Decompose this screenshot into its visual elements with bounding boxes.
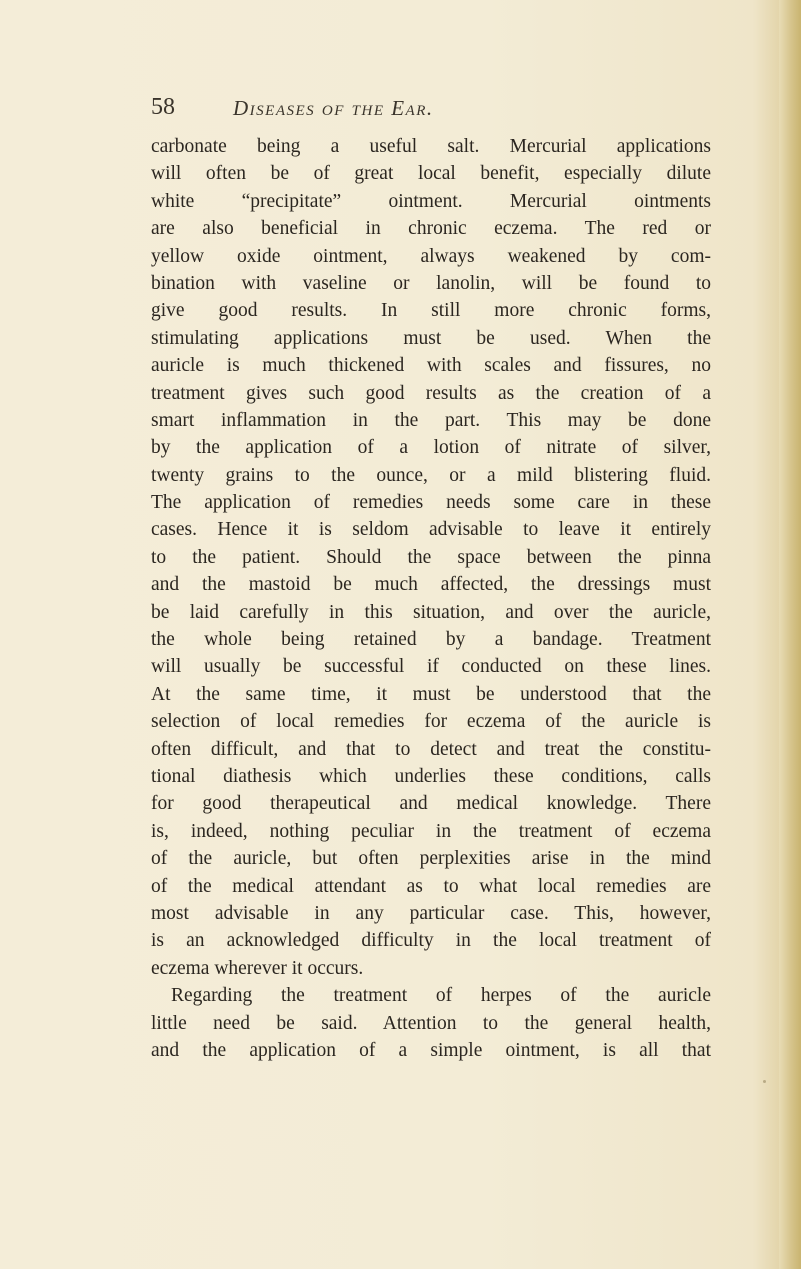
- text-line: cases. Hence it is seldom advisable to leave it entirely: [151, 519, 711, 541]
- text-line: most advisable in any particular case. This, however,: [151, 902, 711, 924]
- text-line: selection of local remedies for eczema of the auricle is: [151, 711, 711, 733]
- text-line: carbonate being a useful salt. Mercurial applications: [151, 136, 711, 157]
- text-line: will often be of great local benefit, especially dilute: [151, 163, 711, 185]
- text-line: the whole being retained by a bandage. Treatment: [151, 629, 711, 651]
- text-line: will usually be successful if conducted on these lines.: [151, 656, 711, 678]
- text-line: often difficult, and that to detect and treat the constitu-: [151, 738, 711, 760]
- text-line: yellow oxide ointment, always weakened by com-: [151, 245, 711, 267]
- paragraph-end-line: eczema wherever it occurs.: [151, 957, 364, 979]
- text-line: to the patient. Should the space between the pinna: [151, 546, 711, 568]
- paper-speck: [763, 1080, 766, 1083]
- text-line: little need be said. Attention to the general health,: [151, 1012, 711, 1034]
- page-number: 58: [151, 94, 175, 120]
- text-line: give good results. In still more chronic forms,: [151, 300, 711, 322]
- text-line: bination with vaseline or lanolin, will be found to: [151, 272, 711, 294]
- text-line: and the application of a simple ointment, is all that: [151, 1039, 711, 1061]
- text-line: white “precipitate” ointment. Mercurial ointments: [151, 190, 711, 212]
- text-line: and the mastoid be much affected, the dressings must: [151, 574, 711, 596]
- text-line: by the application of a lotion of nitrate of silver,: [151, 437, 711, 459]
- running-title: Diseases of the Ear.: [233, 96, 434, 120]
- body-text: [151, 133, 711, 1064]
- text-line: stimulating applications must be used. When the: [151, 327, 711, 349]
- text-line: treatment gives such good results as the creation of a: [151, 382, 711, 404]
- text-line: of the medical attendant as to what local remedies are: [151, 875, 711, 897]
- text-line: is an acknowledged difficulty in the local treatment of: [151, 930, 711, 952]
- page-header: [151, 92, 651, 126]
- text-line: are also beneficial in chronic eczema. The red or: [151, 218, 711, 240]
- page-edge-shadow: [779, 0, 801, 1269]
- text-line: be laid carefully in this situation, and over the auricle,: [151, 601, 711, 623]
- text-line: At the same time, it must be understood that the: [151, 683, 711, 705]
- text-line: smart inflammation in the part. This may be done: [151, 409, 711, 431]
- text-line: is, indeed, nothing peculiar in the treatment of eczema: [151, 820, 711, 842]
- text-line: twenty grains to the ounce, or a mild blistering fluid.: [151, 464, 711, 486]
- text-line: of the auricle, but often perplexities arise in the mind: [151, 848, 711, 870]
- text-line: tional diathesis which underlies these conditions, calls: [151, 765, 711, 787]
- text-line: The application of remedies needs some care in these: [151, 492, 711, 514]
- paragraph-start-line: Regarding the treatment of herpes of the auricle: [171, 985, 711, 1007]
- text-line: auricle is much thickened with scales and fissures, no: [151, 355, 711, 377]
- text-line: for good therapeutical and medical knowledge. There: [151, 793, 711, 815]
